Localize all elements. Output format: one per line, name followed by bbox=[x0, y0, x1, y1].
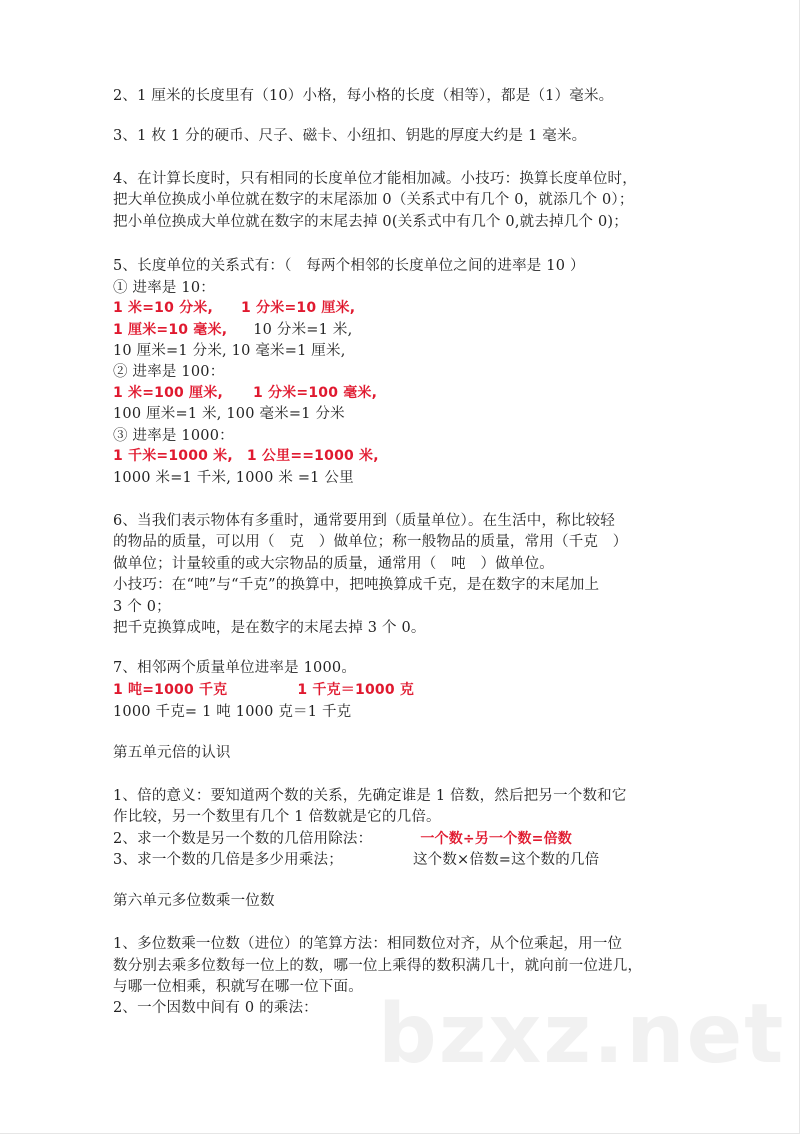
item-6-tip-line-1: 小技巧：在“吨”与“千克”的换算中，把吨换算成千克，是在数字的末尾加上 bbox=[113, 577, 600, 593]
unit-5-title: 第五单元倍的认识 bbox=[113, 745, 231, 761]
rate-10-red-row-1 bbox=[113, 298, 355, 318]
relation-gongli-m: 1 公里==1000 米, bbox=[246, 448, 379, 464]
rate-100-row-2: 100 厘米=1 米, 100 毫米=1 分米 bbox=[113, 406, 345, 422]
multiple-multiplication-row bbox=[113, 850, 599, 870]
item-5-heading: 5、长度单位的关系式有：（ 每两个相邻的长度单位之间的进率是 10 ） bbox=[113, 258, 585, 274]
relation-km-m: 1 千米=1000 米, bbox=[113, 448, 233, 464]
item-4-line-1: 4、在计算长度时，只有相同的长度单位才能相加减。小技巧：换算长度单位时， bbox=[113, 171, 637, 187]
relation-dm-cm: 1 分米=10 厘米, bbox=[241, 300, 356, 316]
item-4-line-2: 把大单位换成小单位就在数字的末尾添加 0（关系式中有几个 0，就添几个 0）； bbox=[113, 192, 634, 208]
item-6-line-2: 的物品的质量，可以用（ 克 ）做单位；称一般物品的质量，常用（千克 ） bbox=[113, 534, 628, 550]
multiply-method-line-1: 1、多位数乘一位数（进位）的笔算方法：相同数位对齐，从个位乘起，用一位 bbox=[113, 936, 623, 952]
relation-dm-m: 10 分米=1 米, bbox=[253, 322, 353, 338]
mass-row-2: 1000 千克= 1 吨 1000 克＝1 千克 bbox=[113, 704, 352, 720]
rate-10-row-2 bbox=[113, 320, 352, 340]
item-6-tip-line-3: 把千克换算成吨，是在数字的末尾去掉 3 个 0。 bbox=[113, 620, 426, 636]
relation-m-cm: 1 米=100 厘米, bbox=[113, 385, 223, 401]
item-3-text: 3、1 枚 1 分的硬币、尺子、磁卡、小纽扣、钥匙的厚度大约是 1 毫米。 bbox=[113, 128, 587, 144]
item-4-line-3: 把小单位换成大单位就在数字的末尾去掉 0(关系式中有几个 0,就去掉几个 0)； bbox=[113, 214, 628, 230]
item-6-line-1: 6、当我们表示物体有多重时，通常要用到（质量单位）。在生活中，称比较轻 bbox=[113, 513, 615, 529]
relation-t-kg: 1 吨=1000 千克 bbox=[113, 682, 228, 698]
watermark: bzxz.net bbox=[378, 987, 786, 1082]
rate-10-row-3: 10 厘米=1 分米, 10 毫米=1 厘米, bbox=[113, 343, 346, 359]
mass-red-row bbox=[113, 680, 414, 700]
multiple-multiplication-text: 3、求一个数的几倍是多少用乘法； bbox=[113, 852, 343, 868]
item-6-line-3: 做单位；计量较重的或大宗物品的质量，通常用（ 吨 ）做单位。 bbox=[113, 556, 554, 572]
item-6-tip-line-2: 3 个 0； bbox=[113, 599, 171, 615]
rate-1000-red-row bbox=[113, 446, 379, 466]
rate-1000-label: ③ 进率是 1000： bbox=[113, 428, 234, 444]
rate-100-label: ② 进率是 100： bbox=[113, 364, 225, 380]
relation-m-dm: 1 米=10 分米, bbox=[113, 300, 214, 316]
rate-10-label: ① 进率是 10： bbox=[113, 280, 215, 296]
multiply-method-line-2: 数分别去乘多位数每一位上的数，哪一位上乘得的数积满几十，就向前一位进几， bbox=[113, 958, 643, 974]
multiple-division-row bbox=[113, 829, 572, 849]
multiple-multiplication-formula: 这个数×倍数=这个数的几倍 bbox=[412, 852, 600, 868]
relation-cm-mm: 1 厘米=10 毫米, bbox=[113, 322, 228, 338]
multiple-division-text: 2、求一个数是另一个数的几倍用除法： bbox=[113, 831, 373, 847]
multiply-method-line-3: 与哪一位相乘，积就写在哪一位下面。 bbox=[113, 979, 363, 995]
item-2-text: 2、1 厘米的长度里有（10）小格，每小格的长度（相等），都是（1）毫米。 bbox=[113, 88, 614, 104]
multiply-zero-heading: 2、一个因数中间有 0 的乘法： bbox=[113, 1000, 318, 1016]
item-7-heading: 7、相邻两个质量单位进率是 1000。 bbox=[113, 660, 357, 676]
multiple-meaning-line-1: 1、倍的意义：要知道两个数的关系，先确定谁是 1 倍数，然后把另一个数和它 bbox=[113, 788, 627, 804]
multiple-meaning-line-2: 作比较，另一个数里有几个 1 倍数就是它的几倍。 bbox=[113, 809, 441, 825]
multiple-division-formula: 一个数÷另一个数=倍数 bbox=[420, 831, 572, 847]
rate-1000-row-2: 1000 米=1 千米, 1000 米 =1 公里 bbox=[113, 470, 354, 486]
relation-dm-mm: 1 分米=100 毫米, bbox=[252, 385, 378, 401]
unit-6-title: 第六单元多位数乘一位数 bbox=[113, 893, 275, 909]
relation-kg-g: 1 千克＝1000 克 bbox=[297, 682, 415, 698]
rate-100-red-row bbox=[113, 383, 377, 403]
